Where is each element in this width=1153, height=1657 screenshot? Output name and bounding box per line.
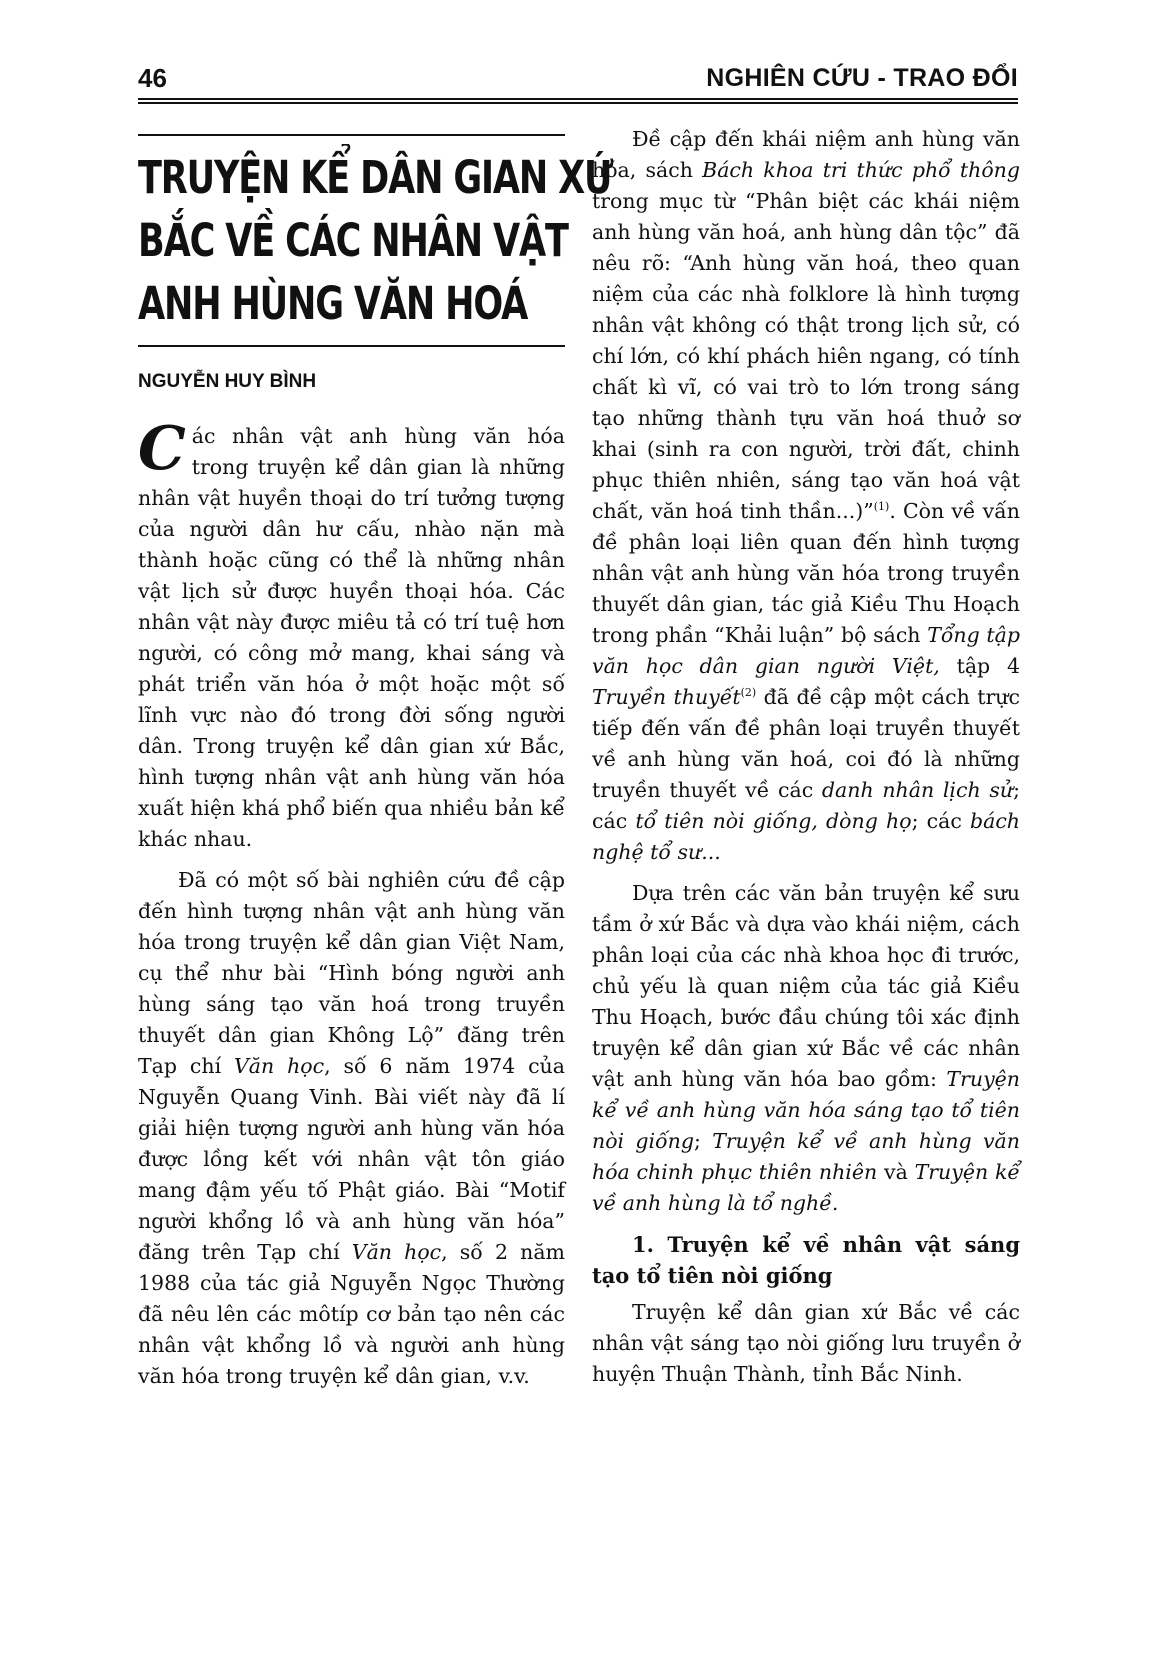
text-run: , số 6 năm 1974 của Nguyễn Quang Vinh. Bài viết này đã lí giải hiện tượng người anh hùng văn hóa được lồng kết với nhân vật tôn giáo mang đậm yếu tố Phật giáo. Bài “Motif người khổng lồ và anh hùng văn hóa” đăng trên Tạp chí	[138, 1054, 565, 1264]
journal-title: Văn học	[233, 1054, 325, 1078]
journal-title: Văn học	[351, 1240, 442, 1264]
paragraph-intro	[138, 414, 565, 855]
paragraph-section-one: Truyện kể dân gian xứ Bắc về các nhân vật sáng tạo nòi giống lưu truyền ở huyện Thuận Thành, tỉnh Bắc Ninh.	[592, 1300, 1020, 1386]
text-run: Đề cập đến khái niệm anh hùng văn hóa, sách	[592, 127, 1020, 182]
header-rule-thick	[138, 102, 1018, 104]
paragraph-definition	[592, 124, 1020, 868]
text-run: đã đề cập một cách trực tiếp đến vấn đề phân loại truyền thuyết về anh hùng văn hoá, coi đó là những truyền thuyết về các	[592, 685, 1020, 802]
page-number: 46	[138, 63, 167, 93]
text-run: ;	[693, 1129, 713, 1153]
drop-cap: C	[138, 414, 186, 484]
title-rule-bottom	[138, 345, 565, 347]
emphasis: Truyện kể về anh hùng văn hóa chinh phục thiên nhiên	[592, 1129, 1020, 1184]
text-run: , số 2 năm 1988 của tác giả Nguyễn Ngọc Thường đã nêu lên các môtíp cơ bản tạo nên các nhân vật khổng lồ và người anh hùng văn hóa trong truyện kể dân gian, v.v.	[138, 1240, 565, 1388]
author-name: NGUYỄN HUY BÌNH	[138, 371, 317, 392]
emphasis: Truyện kể về anh hùng văn hóa sáng tạo tổ tiên nòi giống	[592, 1067, 1020, 1153]
running-header	[138, 64, 1018, 102]
section-label: NGHIÊN CỨU - TRAO ĐỔI	[706, 64, 1018, 92]
paragraph-prior-studies	[138, 865, 565, 1392]
emphasis: danh nhân lịch sử	[821, 778, 1014, 802]
section-heading: 1. Truyện kể về nhân vật sáng tạo tổ tiên nòi giống	[592, 1232, 1020, 1288]
text-run: tập 4	[939, 654, 1020, 678]
article-title	[138, 146, 613, 335]
paragraph-text: ác nhân vật anh hùng văn hóa trong truyện kể dân gian là những nhân vật huyền thoại do trí tưởng tượng của người dân hư cấu, nhào nặn mà thành hoặc cũng có thể là những nhân vật lịch sử được huyền thoại hóa. Các nhân vật này được miêu tả có trí tuệ hơn người, có công mở mang, khai sáng và phát triển văn hóa ở một hoặc một số lĩnh vực nào đó trong đời sống người dân. Trong truyện kể dân gian xứ Bắc, hình tượng nhân vật anh hùng văn hóa xuất hiện khá phổ biến qua nhiều bản kể khác nhau.	[138, 424, 565, 851]
text-run: trong mục từ “Phân biệt các khái niệm anh hùng văn hoá, anh hùng dân tộc” đã nêu rõ: “Anh hùng văn hoá, theo quan niệm của các nhà folklore là hình tượng nhân vật không có thật trong lịch sử, có chí lớn, có khí phách hiên ngang, có tính chất kì vĩ, có vai trò to lớn trong sáng tạo những thành tựu văn hoá thuở sơ khai (sinh ra con người, trời đất, chinh phục thiên nhiên, sáng tạo văn hoá vật chất, văn hoá tinh thần...)”	[592, 189, 1020, 523]
text-run: Đã có một số bài nghiên cứu đề cập đến hình tượng nhân vật anh hùng văn hóa trong truyện kể dân gian Việt Nam, cụ thể như bài “Hình bóng người anh hùng sáng tạo văn hoá trong truyền thuyết dân gian Không Lộ” đăng trên Tạp chí	[138, 868, 565, 1078]
paragraph-classification	[592, 878, 1020, 1219]
footnote-ref: (1)	[873, 500, 890, 514]
emphasis: tổ tiên nòi giống, dòng họ	[635, 809, 912, 833]
right-column	[592, 124, 1020, 1390]
book-title: Tổng tập văn học dân gian người Việt,	[592, 623, 1021, 678]
book-title: Bách khoa tri thức phổ thông	[702, 158, 1020, 182]
title-line: ANH HÙNG VĂN HOÁ	[138, 277, 528, 330]
text-run: Dựa trên các văn bản truyện kể sưu tầm ở xứ Bắc và dựa vào khái niệm, cách phân loại của các nhà khoa học đi trước, chủ yếu là quan niệm của tác giả Kiều Thu Hoạch, bước đầu chúng tôi xác định truyện kể dân gian xứ Bắc về các nhân vật anh hùng văn hóa bao gồm:	[592, 881, 1020, 1091]
emphasis: Truyện kể về anh hùng là tổ nghề.	[592, 1160, 1020, 1215]
text-run: . Còn về vấn đề phân loại liên quan đến hình tượng nhân vật anh hùng văn hóa trong truyền thuyết dân gian, tác giả Kiều Thu Hoạch trong phần “Khải luận” bộ sách	[592, 499, 1020, 647]
text-run: và	[877, 1160, 915, 1184]
title-line: TRUYỆN KỂ DÂN GIAN XỨ	[138, 151, 613, 204]
book-title: Truyền thuyết	[592, 685, 741, 709]
text-run: ; các	[592, 778, 1021, 833]
title-line: BẮC VỀ CÁC NHÂN VẬT	[138, 214, 568, 267]
emphasis: bách nghệ tổ sư...	[592, 809, 1021, 864]
text-run: ; các	[911, 809, 970, 833]
left-column	[138, 134, 613, 1392]
footnote-ref: (2)	[740, 686, 757, 700]
title-rule-top	[138, 134, 565, 136]
header-rule-thin	[138, 98, 1018, 100]
